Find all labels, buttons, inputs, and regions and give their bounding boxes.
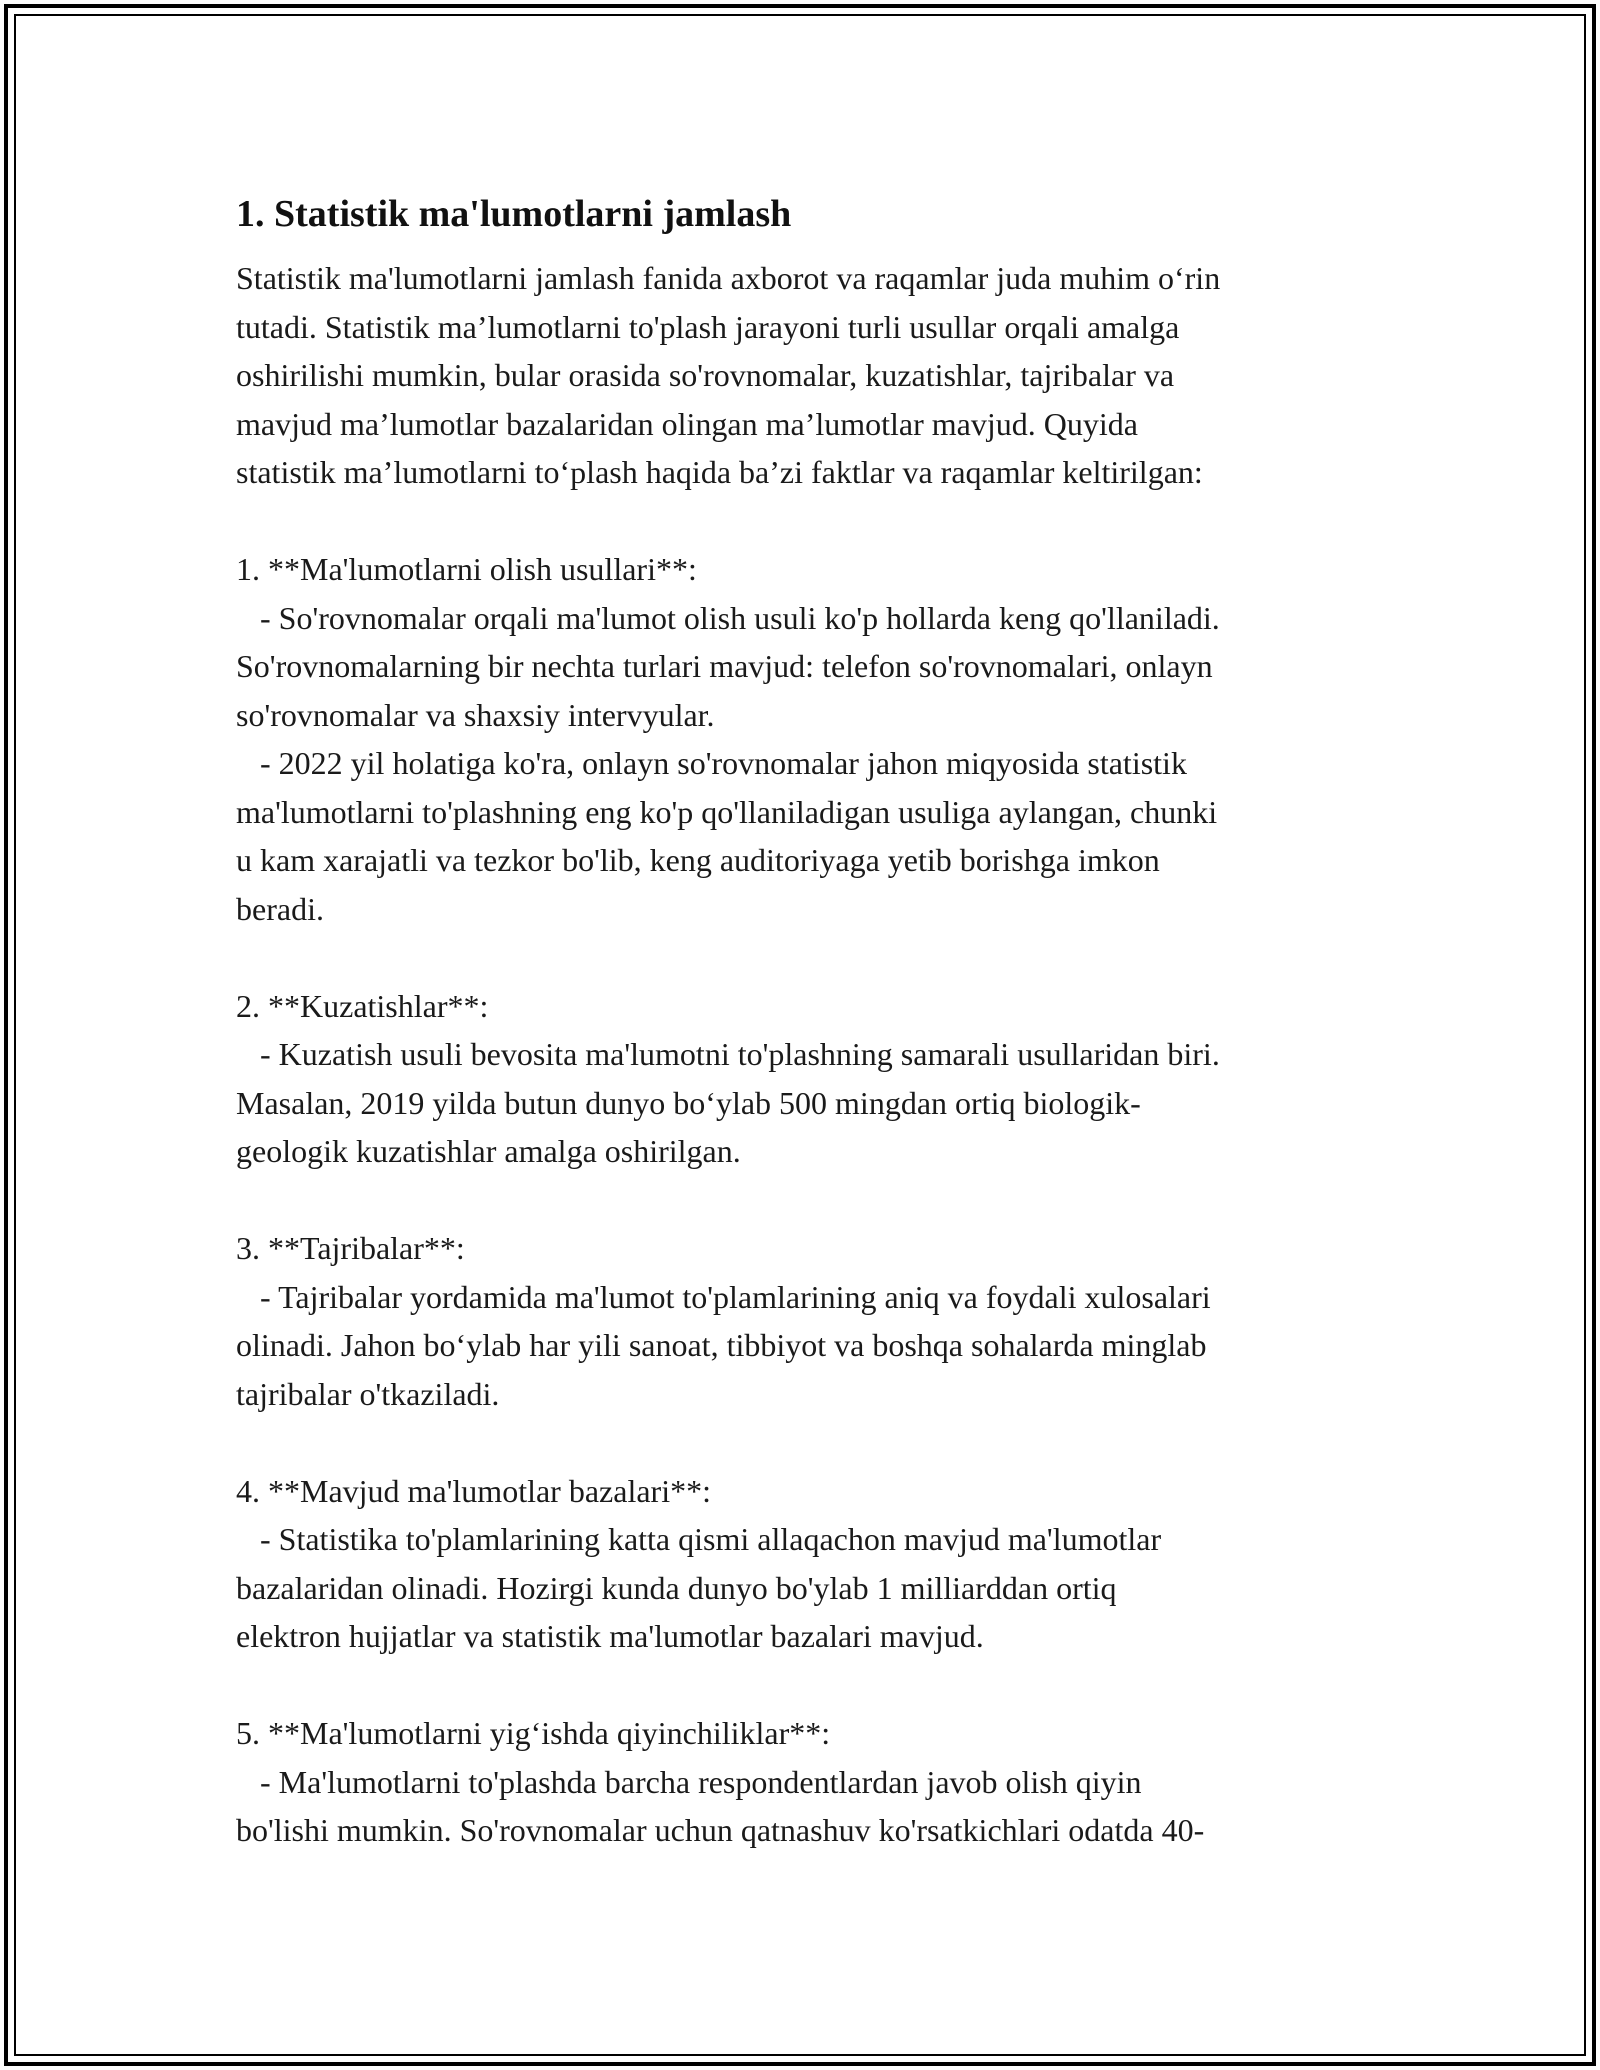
document-content [236, 186, 1376, 1855]
document-heading: 1. Statistik ma'lumotlarni jamlash [236, 193, 792, 235]
document-body-text: Statistik ma'lumotlarni jamlash fanida axborot va raqamlar juda muhim o‘rin tutadi. Statistik ma’lumotlarni to'plash jarayoni turli usullar orqali amalga oshirilishi mumkin, bular orasida so'rovnomalar, kuzatishlar, tajribalar va mavjud ma’lumotlar bazalaridan olingan ma’lumotlar mavjud. Quyida statistik ma’lumotlarni to‘plash haqida ba’zi faktlar va raqamlar keltirilgan: 1. **Ma'lumotlarni olish usullari**: - So'rovnomalar orqali ma'lumot olish usuli ko'p hollarda keng qo'llaniladi. So'rovnomalarning bir nechta turlari mavjud: telefon so'rovnomalari, onlayn so'rovnomalar va shaxsiy intervyular. - 2022 yil holatiga ko'ra, onlayn so'rovnomalar jahon miqyosida statistik ma'lumotlarni to'plashning eng ko'p qo'llaniladigan usuliga aylangan, chunki u kam xarajatli va tezkor bo'lib, keng auditoriyaga yetib borishga imkon beradi. 2. **Kuzatishlar**: - Kuzatish usuli bevosita ma'lumotni to'plashning samarali usullaridan biri. Masalan, 2019 yilda butun dunyo bo‘ylab 500 mingdan ortiq biologik- geologik kuzatishlar amalga oshirilgan. 3. **Tajribalar**: - Tajribalar yordamida ma'lumot to'plamlarining aniq va foydali xulosalari olinadi. Jahon bo‘ylab har yili sanoat, tibbiyot va boshqa sohalarda minglab tajribalar o'tkaziladi. 4. **Mavjud ma'lumotlar bazalari**: - Statistika to'plamlarining katta qismi allaqachon mavjud ma'lumotlar bazalaridan olinadi. Hozirgi kunda dunyo bo'ylab 1 milliarddan ortiq elektron hujjatlar va statistik ma'lumotlar bazalari mavjud. 5. **Ma'lumotlarni yig‘ishda qiyinchiliklar**: - Ma'lumotlarni to'plashda barcha respondentlardan javob olish qiyin bo'lishi mumkin. So'rovnomalar uchun qatnashuv ko'rsatkichlari odatda 40- [236, 260, 1221, 1848]
